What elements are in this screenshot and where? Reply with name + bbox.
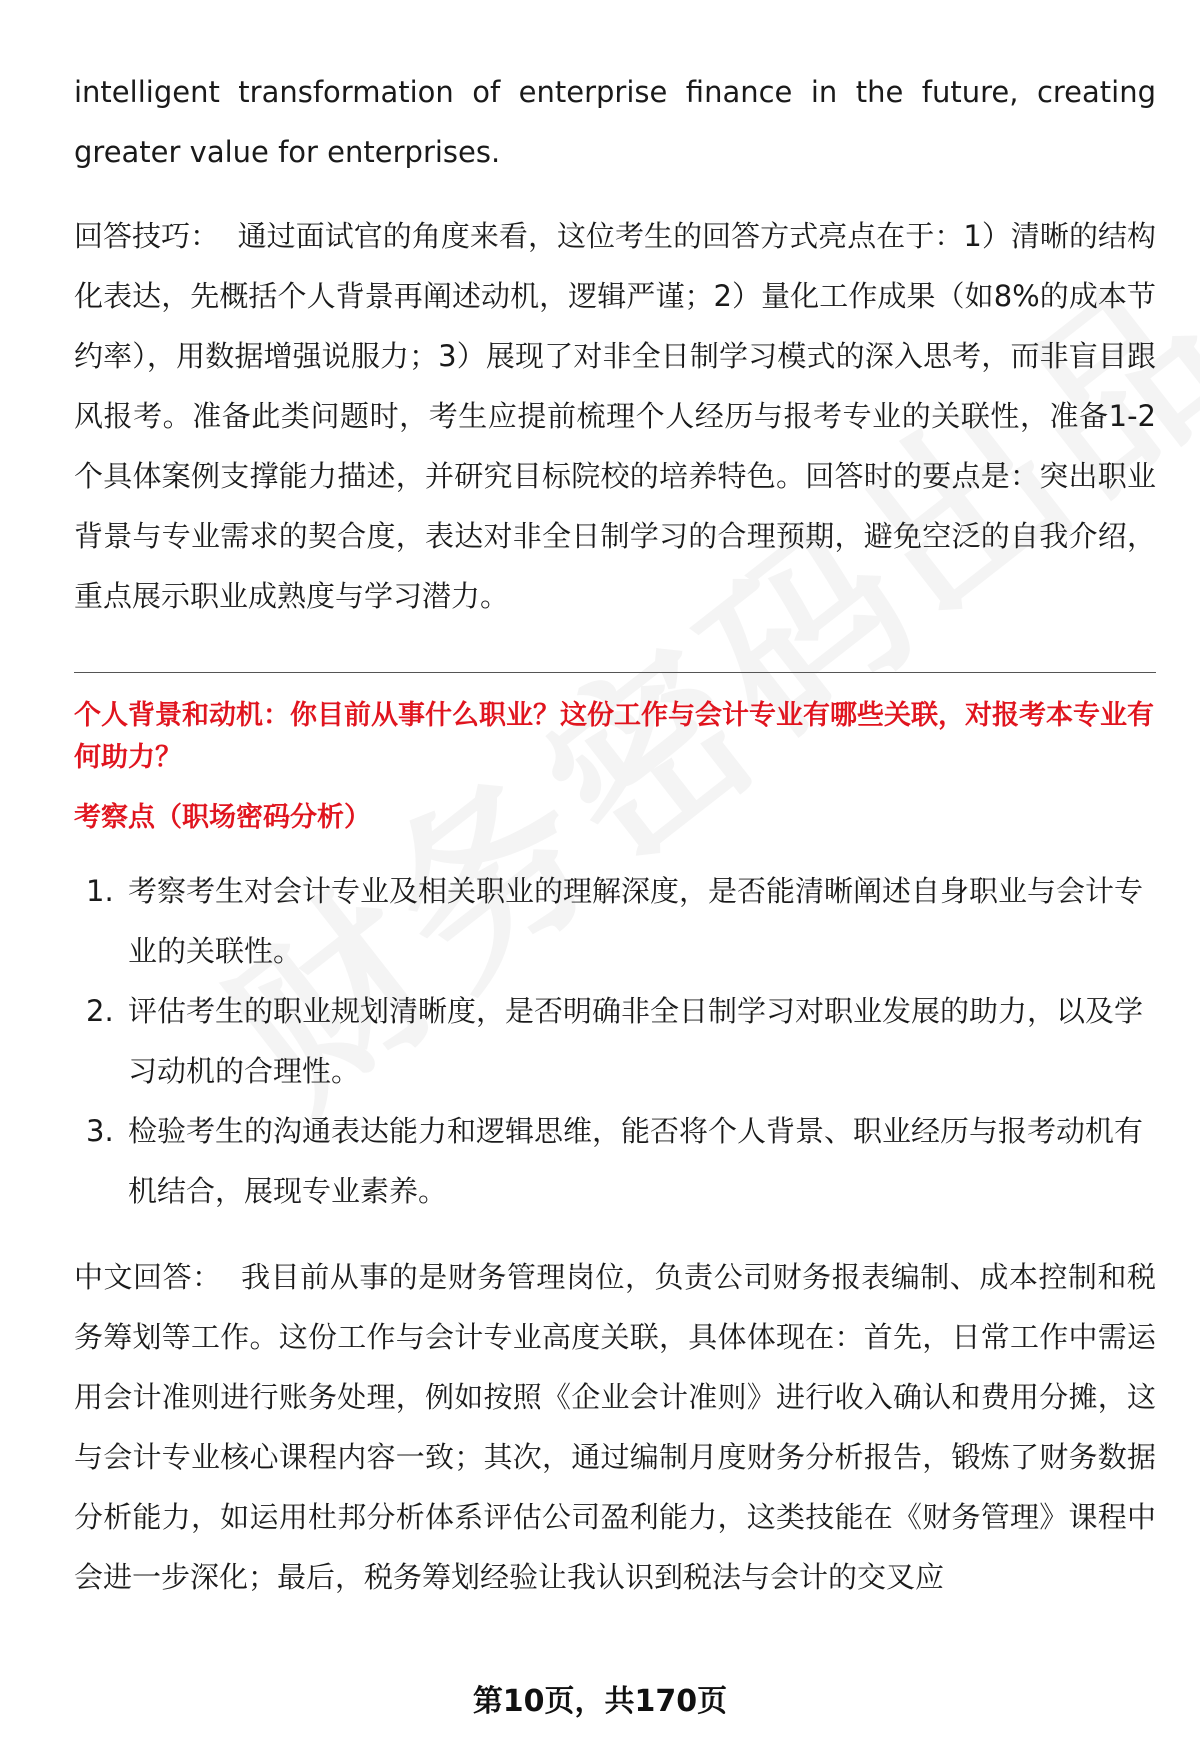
focus-list	[74, 861, 1156, 1221]
chinese-answer-paragraph	[74, 1247, 1156, 1607]
list-item	[74, 861, 1156, 981]
intro-english-paragraph: intelligent transformation of enterprise finance in the future, creating greater value for enterprises.	[74, 75, 1156, 169]
page-content	[74, 62, 1156, 1607]
tip-label: 回答技巧：	[74, 219, 220, 253]
list-item	[74, 981, 1156, 1101]
page-number: 第10页，共170页	[472, 1684, 728, 1719]
list-item-number: 2.	[86, 994, 114, 1028]
section-divider	[74, 672, 1156, 673]
list-item	[74, 1101, 1156, 1221]
list-item-number: 1.	[86, 874, 114, 908]
list-item-text: 考察考生对会计专业及相关职业的理解深度，是否能清晰阐述自身职业与会计专业的关联性。	[128, 874, 1144, 968]
list-item-text: 检验考生的沟通表达能力和逻辑思维，能否将个人背景、职业经历与报考动机有机结合，展现专业素养。	[128, 1114, 1144, 1208]
question-heading: 个人背景和动机：你目前从事什么职业？这份工作与会计专业有哪些关联，对报考本专业有何助力？	[74, 700, 1154, 773]
tip-text: 通过面试官的角度来看，这位考生的回答方式亮点在于：1）清晰的结构化表达，先概括个人背景再阐述动机，逻辑严谨；2）量化工作成果（如8%的成本节约率），用数据增强说服力；3）展现了对非全日制学习模式的深入思考，而非盲目跟风报考。准备此类问题时，考生应提前梳理个人经历与报考专业的关联性，准备1-2个具体案例支撑能力描述，并研究目标院校的培养特色。回答时的要点是：突出职业背景与专业需求的契合度，表达对非全日制学习的合理预期，避免空泛的自我介绍，重点展示职业成熟度与学习潜力。	[74, 219, 1157, 613]
focus-heading: 考察点（职场密码分析）	[74, 802, 371, 833]
answer-label: 中文回答：	[74, 1260, 222, 1294]
list-item-number: 3.	[86, 1114, 114, 1148]
answer-text: 我目前从事的是财务管理岗位，负责公司财务报表编制、成本控制和税务筹划等工作。这份工作与会计专业高度关联，具体体现在：首先，日常工作中需运用会计准则进行账务处理，例如按照《企业会计准则》进行收入确认和费用分摊，这与会计专业核心课程内容一致；其次，通过编制月度财务分析报告，锻炼了财务数据分析能力，如运用杜邦分析体系评估公司盈利能力，这类技能在《财务管理》课程中会进一步深化；最后，税务筹划经验让我认识到税法与会计的交叉应	[74, 1260, 1156, 1594]
list-item-text: 评估考生的职业规划清晰度，是否明确非全日制学习对职业发展的助力，以及学习动机的合理性。	[128, 994, 1144, 1088]
answer-tips-paragraph	[74, 206, 1156, 626]
